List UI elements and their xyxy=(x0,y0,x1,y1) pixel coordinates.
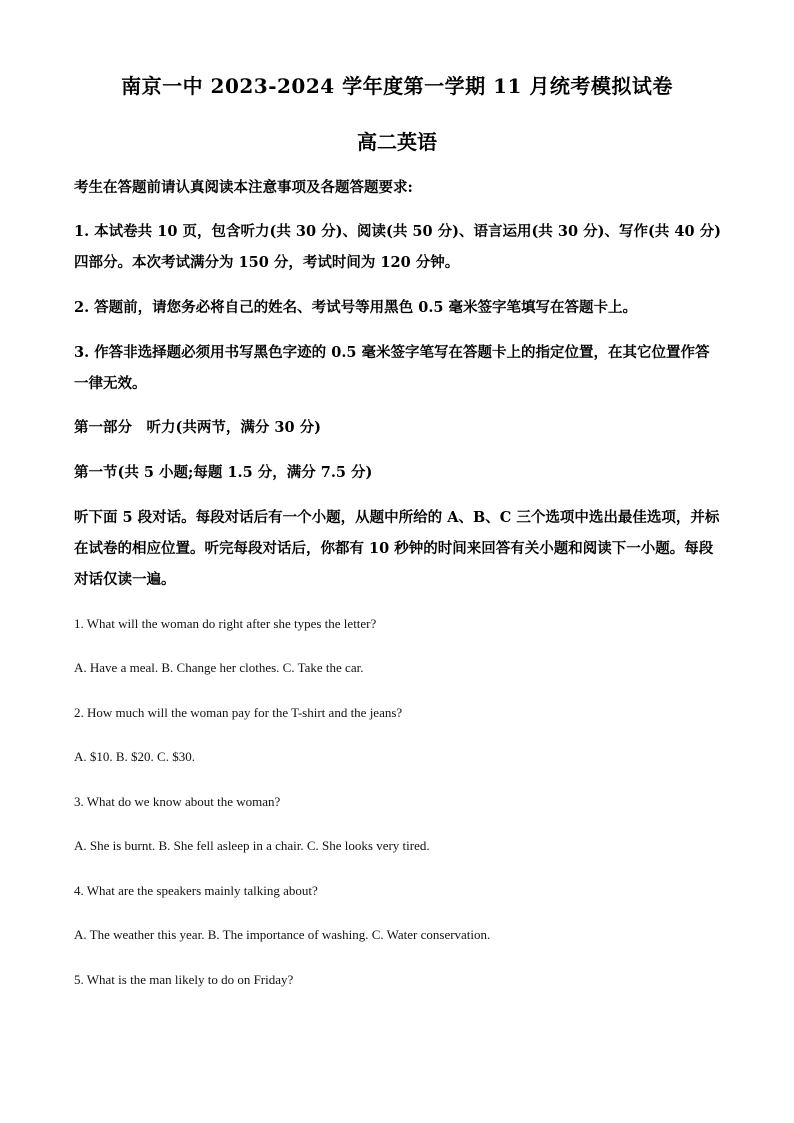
question-stem: 5. What is the man likely to do on Friday? xyxy=(74,972,294,987)
section-heading: 第一节(共 5 小题;每题 1.5 分，满分 7.5 分) xyxy=(74,464,373,481)
listening-instructions: 听下面 5 段对话。每段对话后有一个小题，从题中所给的 A、B、C 三个选项中选出最佳选项，并标在试卷的相应位置。听完每段对话后，你都有 10 秒钟的时间来回答有关小题和阅读下一小题。每段对话仅读一遍。 xyxy=(74,509,720,588)
exam-subject: 高二英语 xyxy=(357,130,437,154)
notice-item-3: 3. 作答非选择题必须用书写黑色字迹的 0.5 毫米签字笔写在答题卡上的指定位置，在其它位置作答一律无效。 xyxy=(74,344,710,392)
question-stem: 2. How much will the woman pay for the T-shirt and the jeans? xyxy=(74,705,403,720)
question-options: A. She is burnt. B. She fell asleep in a chair. C. She looks very tired. xyxy=(74,838,430,853)
notice-item-2: 2. 答题前，请您务必将自己的姓名、考试号等用黑色 0.5 毫米签字笔填写在答题卡上。 xyxy=(74,299,638,316)
question-options: A. $10. B. $20. C. $30. xyxy=(74,749,195,764)
question-stem: 3. What do we know about the woman? xyxy=(74,794,281,809)
question-stem: 4. What are the speakers mainly talking about? xyxy=(74,883,318,898)
question-options: A. The weather this year. B. The importance of washing. C. Water conservation. xyxy=(74,927,491,942)
notice-heading: 考生在答题前请认真阅读本注意事项及各题答题要求: xyxy=(74,179,413,196)
question-options: A. Have a meal. B. Change her clothes. C. Take the car. xyxy=(74,660,364,675)
part-heading: 第一部分 听力(共两节，满分 30 分) xyxy=(74,419,321,436)
exam-title: 南京一中 2023-2024 学年度第一学期 11 月统考模拟试卷 xyxy=(121,74,673,98)
notice-item-1: 1. 本试卷共 10 页，包含听力(共 30 分)、阅读(共 50 分)、语言运用(共 30 分)、写作(共 40 分)四部分。本次考试满分为 150 分，考试时间为 120 分钟。 xyxy=(74,223,721,271)
question-stem: 1. What will the woman do right after she types the letter? xyxy=(74,616,377,631)
